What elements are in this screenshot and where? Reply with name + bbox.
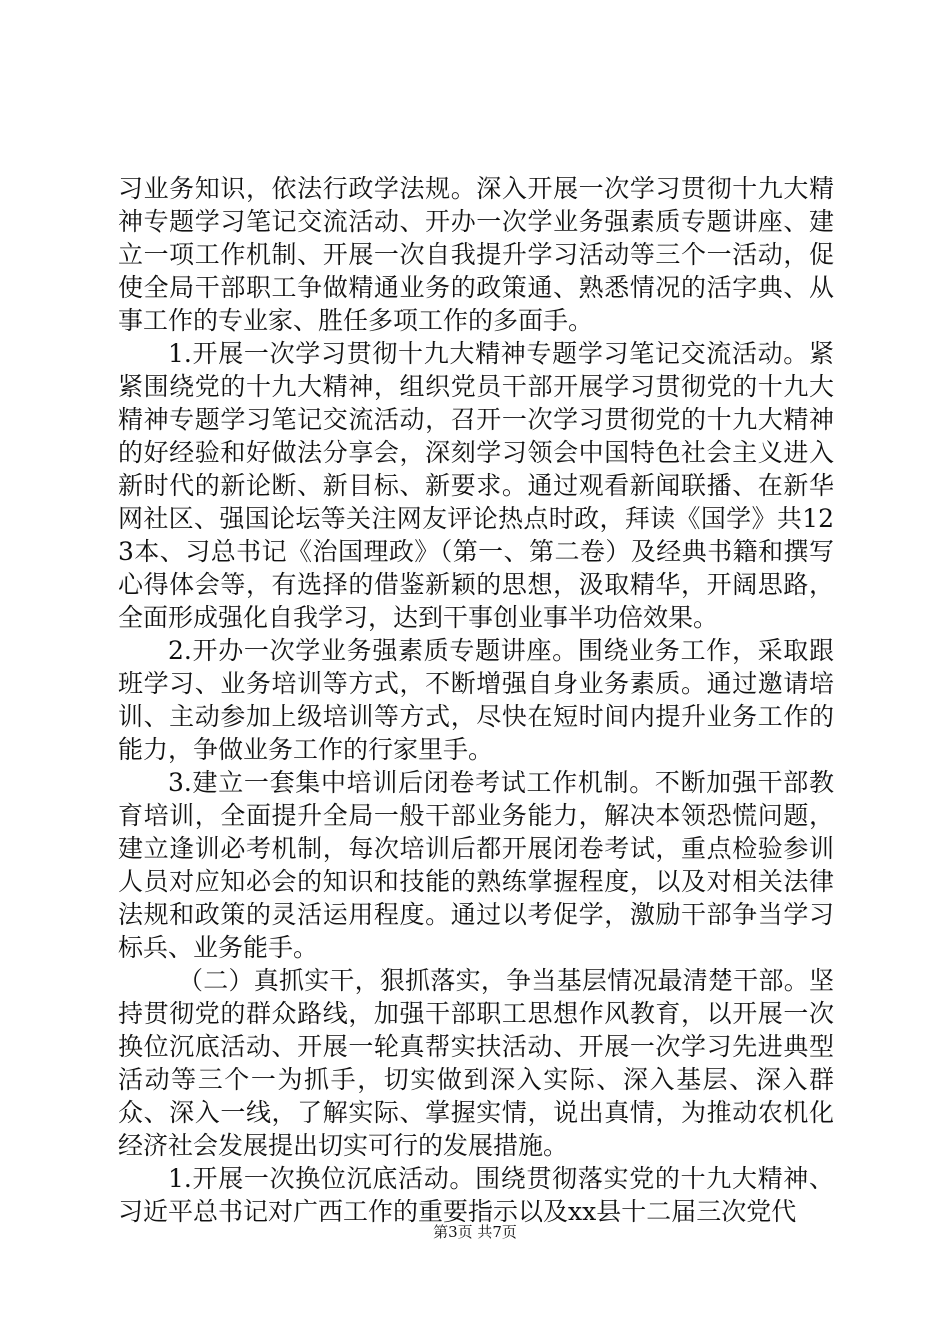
paragraph-item-1: 1.开展一次学习贯彻十九大精神专题学习笔记交流活动。紧紧围绕党的十九大精神，组织党员干部开展学习贯彻党的十九大精神专题学习笔记交流活动，召开一次学习贯彻党的十九大精神的好经验和好做法分享会，深刻学习领会中国特色社会主义进入新时代的新论断、新目标、新要求。通过观看新闻联播、在新华网社区、强国论坛等关注网友评论热点时政，拜读《国学》共123本、习总书记《治国理政》（第一、第二卷）及经典书籍和撰写心得体会等，有选择的借鉴新颖的思想，汲取精华，开阔思路，全面形成强化自我学习，达到干事创业事半功倍效果。 <box>118 339 834 632</box>
paragraph-continuation: 习业务知识，依法行政学法规。深入开展一次学习贯彻十九大精神专题学习笔记交流活动、开办一次学业务强素质专题讲座、建立一项工作机制、开展一次自我提升学习活动等三个一活动，促使全局干部职工争做精通业务的政策通、熟悉情况的活字典、从事工作的专业家、胜任多项工作的多面手。 <box>118 174 834 335</box>
paragraph-section-2: （二）真抓实干，狠抓落实，争当基层情况最清楚干部。坚持贯彻党的群众路线，加强干部职工思想作风教育，以开展一次换位沉底活动、开展一轮真帮实扶活动、开展一次学习先进典型活动等三个一为抓手，切实做到深入实际、深入基层、深入群众、深入一线，了解实际、掌握实情，说出真情，为推动农机化经济社会发展提出切实可行的发展措施。 <box>118 966 834 1160</box>
paragraph-section-2-item-1: 1.开展一次换位沉底活动。围绕贯彻落实党的十九大精神、习近平总书记对广西工作的重要指示以及xx县十二届三次党代 <box>118 1164 834 1226</box>
paragraph-item-2: 2.开办一次学业务强素质专题讲座。围绕业务工作，采取跟班学习、业务培训等方式，不断增强自身业务素质。通过邀请培训、主动参加上级培训等方式，尽快在短时间内提升业务工作的能力，争做业务工作的行家里手。 <box>118 636 834 764</box>
paragraph-item-3: 3.建立一套集中培训后闭卷考试工作机制。不断加强干部教育培训，全面提升全局一般干部业务能力，解决本领恐慌问题，建立逢训必考机制，每次培训后都开展闭卷考试，重点检验参训人员对应知必会的知识和技能的熟练掌握程度，以及对相关法律法规和政策的灵活运用程度。通过以考促学，激励干部争当学习标兵、业务能手。 <box>118 768 834 962</box>
document-body <box>118 172 834 1228</box>
page-footer: 第3页 共7页 <box>433 1223 517 1241</box>
